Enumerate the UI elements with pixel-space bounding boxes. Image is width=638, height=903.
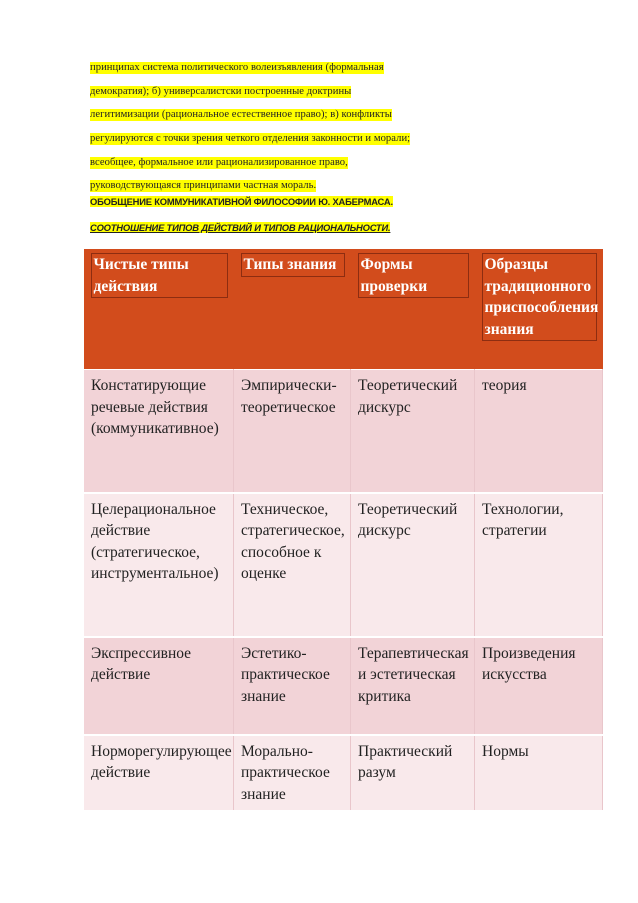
paragraph-line: всеобщее, формальное или рационализированное право, [90,156,348,168]
table-row [84,735,603,811]
paragraph-text [90,62,550,204]
paragraph-line: легитимизации (рациональное естественное право); в) конфликты [90,109,392,121]
table-cell: Экспрессивное действие [84,637,234,735]
paragraph-line: демократия); б) универсалистски построенные доктрины [90,85,352,97]
table-cell: Целерациональное действие (стратегическое, инструментальное) [84,493,234,637]
table-cell: Техническое, стратегическое, способное к оценке [234,493,351,637]
table-cell: Нормы [475,735,603,811]
header-cell: Чистые типы действия [84,249,234,370]
table-cell: Теоретический дискурс [351,493,475,637]
table-cell: Констатирующие речевые действия (коммуникативное) [84,370,234,493]
header-cell: Образцы традиционного приспособления знания [475,249,603,370]
paragraph-line: регулируются с точки зрения четкого отделения законности и морали; [90,133,411,145]
table-row [84,637,603,735]
action-rationality-table [83,249,603,812]
table-cell: Норморегулирующее действие [84,735,234,811]
table-cell: Произведения искусства [475,637,603,735]
table-cell: Эстетико-практическое знание [234,637,351,735]
table-row [84,493,603,637]
paragraph-line: руководствующаяся принципами частная мораль. [90,180,317,192]
header-cell: Типы знания [234,249,351,370]
table-cell: Технологии, стратегии [475,493,603,637]
table-cell: Практический разум [351,735,475,811]
table-cell: Теоретический дискурс [351,370,475,493]
table-header-row [84,249,603,370]
table-cell: Терапевтическая и эстетическая критика [351,637,475,735]
header-cell: Формы проверки [351,249,475,370]
table-cell: Эмпирически-теоретическое [234,370,351,493]
table-cell: Морально-практическое знание [234,735,351,811]
summary-heading: ОБОБЩЕНИЕ КОММУНИКАТИВНОЙ ФИЛОСОФИИ Ю. ХАБЕРМАСА. [90,196,393,207]
relation-heading: СООТНОШЕНИЕ ТИПОВ ДЕЙСТВИЙ И ТИПОВ РАЦИОНАЛЬНОСТИ. [90,222,391,233]
table-row [84,370,603,493]
table-cell: теория [475,370,603,493]
paragraph-line: принципах система политического волеизъявления (формальная [90,62,384,73]
